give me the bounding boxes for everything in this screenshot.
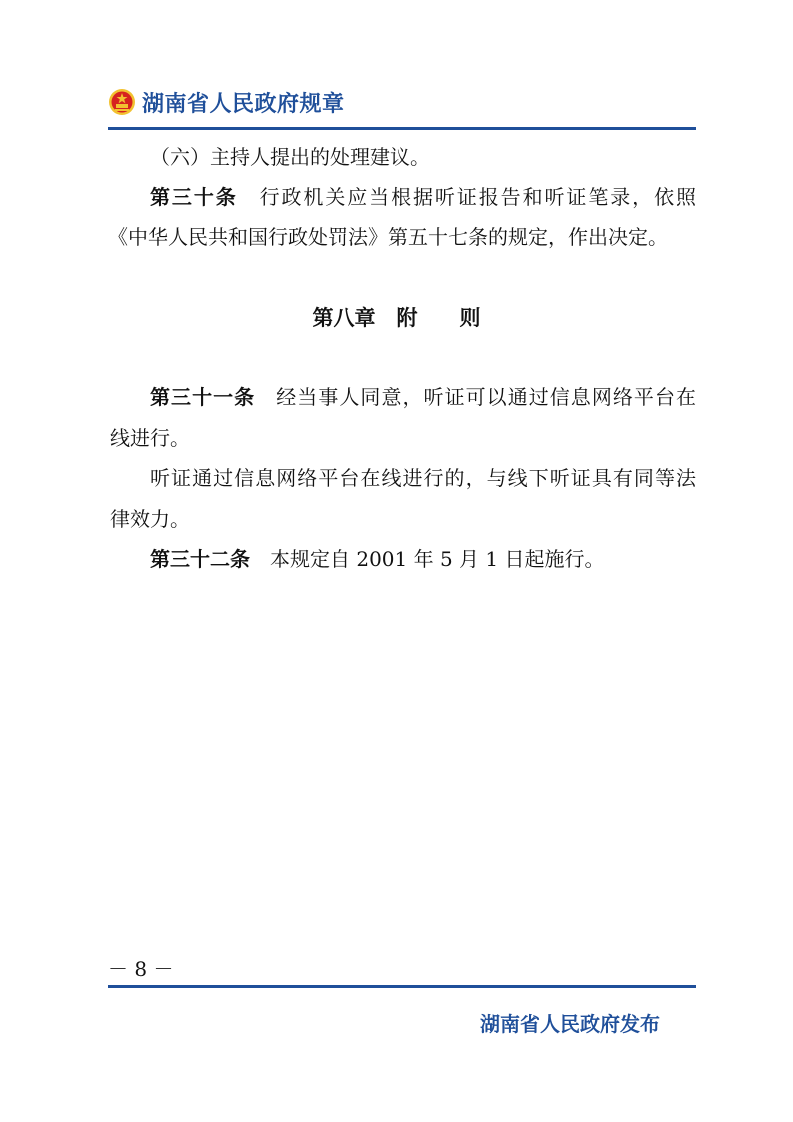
footer-rule — [108, 985, 696, 988]
header-rule — [108, 127, 696, 130]
article-32-text: 本规定自 2001 年 5 月 1 日起施行。 — [270, 547, 605, 571]
item-6-text: （六）主持人提出的处理建议。 — [150, 145, 430, 169]
article-31-line-1 — [110, 383, 696, 411]
national-emblem-icon — [108, 88, 136, 116]
online-para-line-1: 听证通过信息网络平台在线进行的，与线下听证具有同等法 — [150, 466, 696, 490]
article-32-label: 第三十二条 — [150, 547, 250, 571]
article-30-line-2: 《中华人民共和国行政处罚法》第五十七条的规定，作出决定。 — [108, 225, 668, 249]
article-30-line-1 — [110, 183, 696, 211]
page-header — [108, 84, 698, 120]
page-number: － 8 － — [108, 957, 174, 981]
header-title: 湖南省人民政府规章 — [142, 91, 345, 117]
publisher-label: 湖南省人民政府发布 — [480, 1012, 660, 1036]
chapter-title: 第八章 附 则 — [312, 306, 481, 330]
article-31-text-1: 经当事人同意，听证可以通过信息网络平台在 — [276, 385, 697, 409]
online-para-line-2: 律效力。 — [110, 507, 190, 531]
article-32-line — [150, 545, 605, 573]
article-30-label: 第三十条 — [150, 185, 238, 209]
article-31-line-2: 线进行。 — [110, 426, 190, 450]
article-31-label: 第三十一条 — [150, 385, 256, 409]
article-30-text-1: 行政机关应当根据听证报告和听证笔录，依照 — [259, 185, 697, 209]
